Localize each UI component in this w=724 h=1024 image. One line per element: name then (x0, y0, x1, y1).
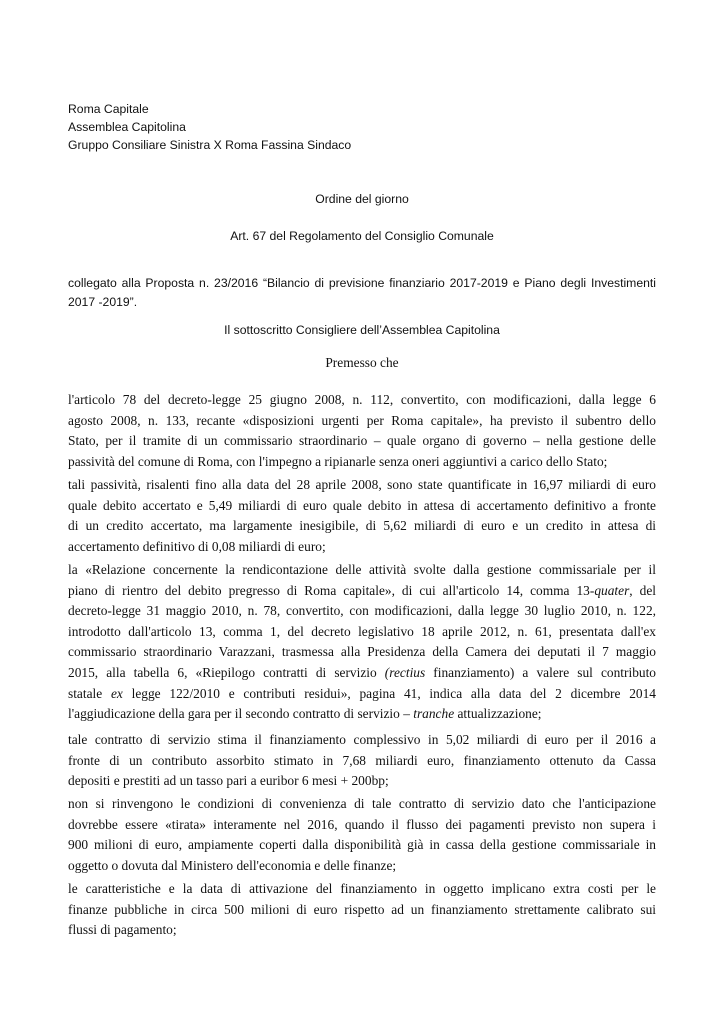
document-header (68, 100, 351, 154)
text-line: tale contratto di servizio stima il finanziamento complessivo in 5,02 miliardi di euro per il 2016 a (68, 732, 656, 747)
text-line-content: 2015, alla tabella 6, «Riepilogo contratti di servizio (rectius finanziamento) a valere sul contributo (68, 664, 657, 680)
text-line: non si rinvengono le condizioni di convenienza di tale contratto di servizio dato che l'anticipazione (68, 796, 656, 811)
header-institution: Roma Capitale (68, 102, 149, 116)
text-line: passività del comune di Roma, con l'impegno a ripianarle senza oneri aggiuntivi a carico dello Stato; (68, 453, 608, 469)
text-line: collegato alla Proposta n. 23/2016 “Bilancio di previsione finanziario 2017-2019 e Piano degli Investimenti (68, 276, 656, 290)
text-line: 2017 -2019”. (68, 295, 138, 309)
text-line: quale debito accertato e 5,49 miliardi di euro quale debito in attesa di accertamento definitivo a fronte (68, 497, 656, 513)
text-line (68, 704, 656, 725)
paragraph-6 (68, 879, 656, 941)
text-line: agosto 2008, n. 133, recante «disposizioni urgenti per Roma capitale», ha previsto il subentro dello (68, 412, 656, 428)
text-line: commissario straordinario Varazzani, trasmessa alla Presidenza della Camera dei deputati il 7 maggio (68, 644, 656, 660)
text-line: oggetto o dovuta dal Ministero dell'economia e delle finanze; (68, 857, 397, 873)
paragraph-5 (68, 794, 656, 876)
text-line: la «Relazione concernente la rendicontazione delle attività svolte dalla gestione commissariale per il (68, 562, 656, 577)
text-line-content: l'aggiudicazione della gara per il secondo contratto di servizio – tranche attualizzazione; (68, 706, 542, 722)
collegato-paragraph (68, 274, 656, 312)
document-subtitle: Art. 67 del Regolamento del Consiglio Comunale (230, 229, 494, 243)
paragraph-4 (68, 730, 656, 792)
text-line: introdotto dall'articolo 13, comma 1, del decreto legislativo 18 aprile 2012, n. 61, presentata dall'ex (68, 623, 656, 639)
text-line: fronte di un contributo assorbito stimato in 7,68 miliardi euro, finanziamento ottenuto da Cassa (68, 752, 656, 768)
paragraph-1 (68, 390, 656, 472)
text-line-content: statale ex legge 122/2010 e contributi residui», pagina 41, indica alla data del 2 dicembre 2014 (68, 685, 656, 701)
text-line: dovrebbe essere «tirata» interamente nel 2016, quando il flusso dei pagamenti previsto non supera i (68, 816, 656, 832)
text-line (68, 684, 656, 705)
text-line: finanze pubbliche in circa 500 milioni di euro rispetto ad un finanziamento strettamente calibrato sui (68, 901, 656, 917)
text-line: flussi di pagamento; (68, 922, 177, 938)
text-line: l'articolo 78 del decreto-legge 25 giugno 2008, n. 112, convertito, con modificazioni, dalla legge 6 (68, 392, 656, 407)
header-assembly: Assemblea Capitolina (68, 120, 186, 134)
text-line-content: piano di rientro del debito pregresso di Roma capitale», di cui all'articolo 14, comma 13-quater, del (68, 582, 656, 598)
text-line: tali passività, risalenti fino alla data del 28 aprile 2008, sono state quantificate in 16,97 miliardi di euro (68, 477, 656, 492)
header-group: Gruppo Consiliare Sinistra X Roma Fassina Sindaco (68, 138, 352, 152)
paragraph-2 (68, 475, 656, 557)
text-line (68, 581, 656, 602)
text-line: 900 milioni di euro, ampiamente coperti dalla disponibilità già in cassa della gestione commissariale in (68, 837, 656, 853)
paragraph-3 (68, 560, 656, 725)
premesso-heading: Premesso che (325, 355, 399, 370)
text-line: Stato, per il tramite di un commissario straordinario – quale organo di governo – nella gestione delle (68, 433, 656, 449)
text-line: decreto-legge 31 maggio 2010, n. 78, convertito, con modificazioni, dalla legge 30 luglio 2010, n. 122, (68, 603, 656, 619)
text-line: accertamento definitivo di 0,08 miliardi di euro; (68, 538, 326, 554)
text-line: di un credito accertato, ma largamente inesigibile, di 5,62 miliardi di euro e un credito in attesa di (68, 518, 656, 534)
signatory-line: Il sottoscritto Consigliere dell’Assemblea Capitolina (224, 323, 500, 337)
document-title: Ordine del giorno (315, 192, 409, 206)
text-line: depositi e prestiti ad un tasso pari a euribor 6 mesi + 200bp; (68, 773, 389, 789)
text-line (68, 663, 656, 684)
text-line: le caratteristiche e la data di attivazione del finanziamento in oggetto implicano extra costi per le (68, 881, 656, 896)
